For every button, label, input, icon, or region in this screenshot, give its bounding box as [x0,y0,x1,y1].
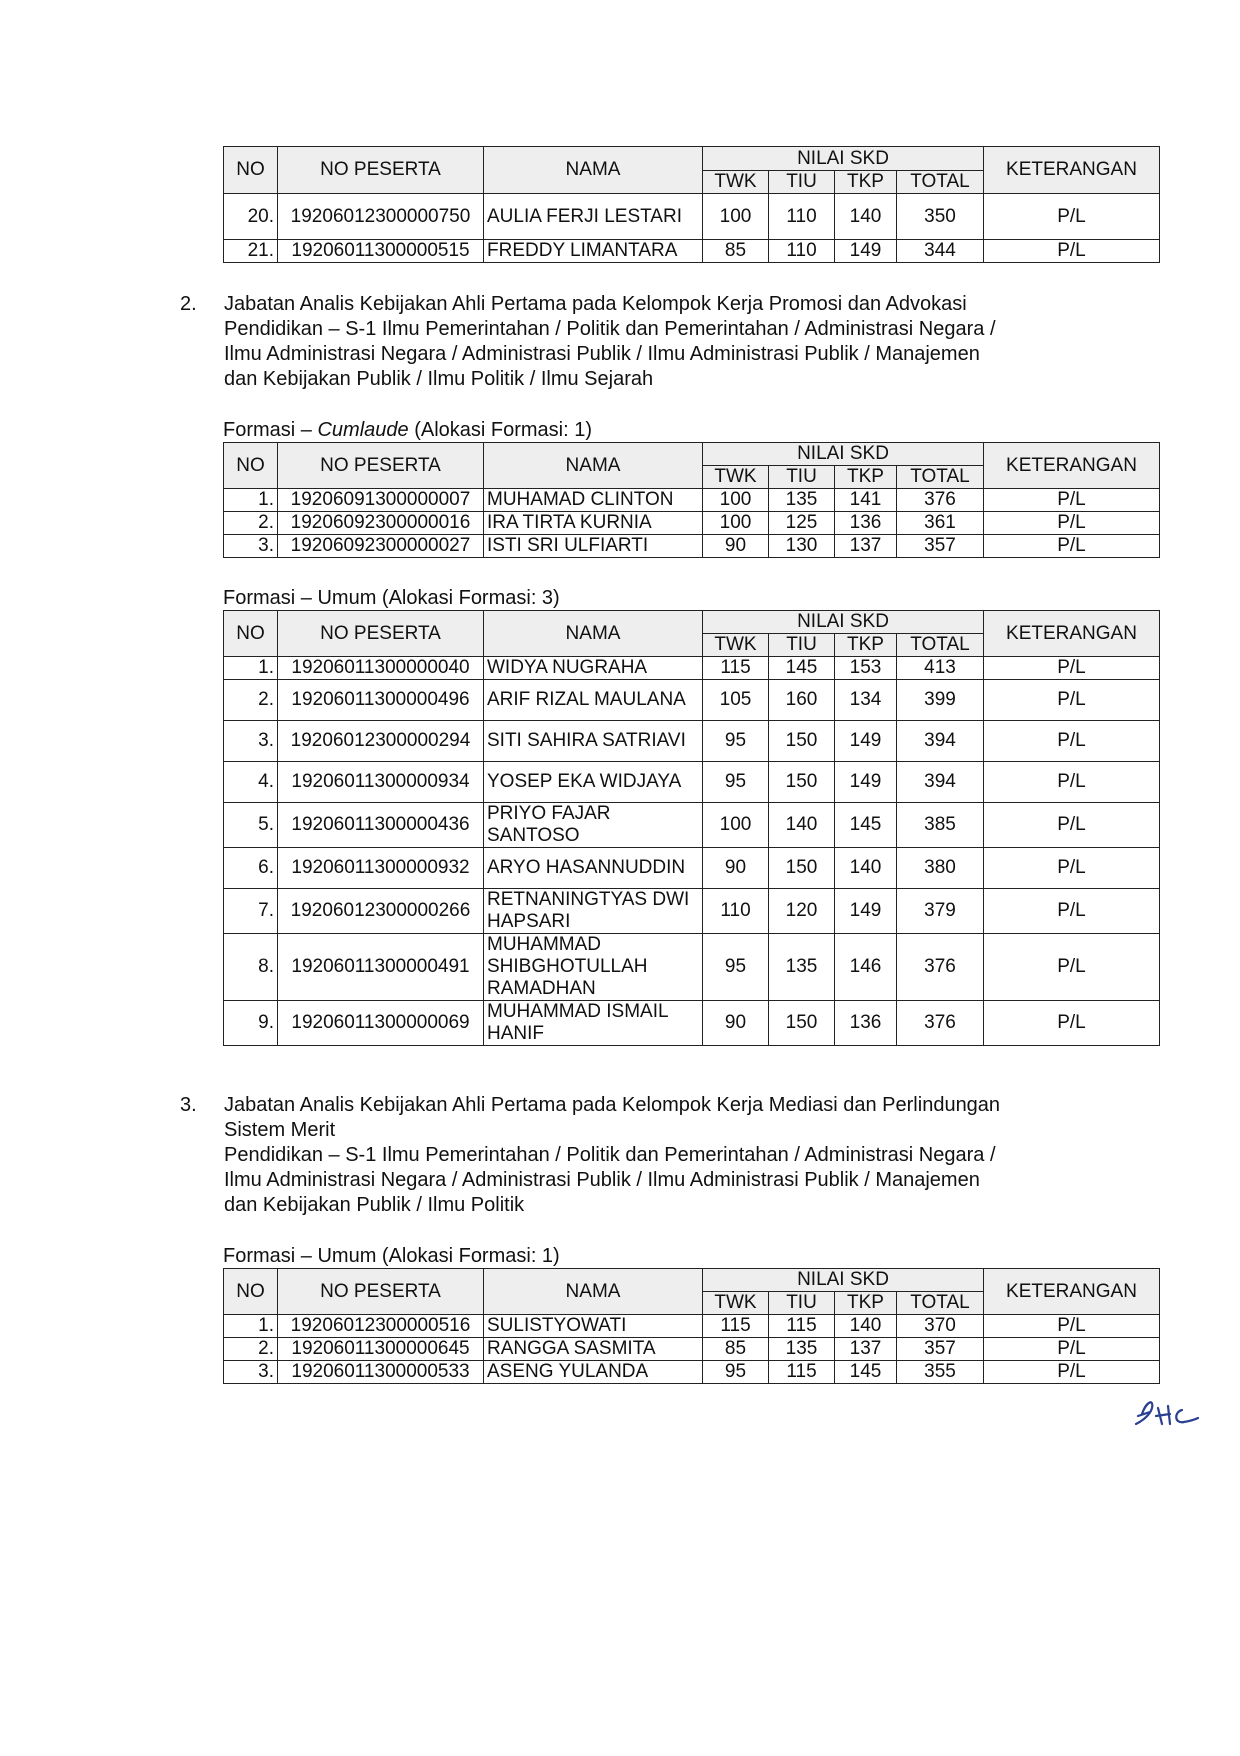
cell-peserta: 19206011300000645 [278,1338,484,1361]
cell-nama: RETNANINGTYAS DWI HAPSARI [484,889,703,934]
table-row [224,1315,1160,1338]
cell-tkp: 140 [835,1315,897,1338]
header-nama: NAMA [484,1269,703,1315]
cell-total: 394 [897,762,984,803]
cell-tkp: 140 [835,194,897,240]
cell-tiu: 150 [769,1001,835,1046]
cell-total: 376 [897,934,984,1001]
table-row [224,1001,1160,1046]
header-keterangan: KETERANGAN [984,611,1160,657]
cell-no: 20. [224,194,278,240]
cell-nama: MUHAMAD CLINTON [484,489,703,512]
description-line: dan Kebijakan Publik / Ilmu Politik [224,1194,525,1216]
cell-no: 1. [224,657,278,680]
cell-no: 6. [224,848,278,889]
cell-no: 4. [224,762,278,803]
cell-keterangan: P/L [984,512,1160,535]
cell-total: 413 [897,657,984,680]
cell-peserta: 19206011300000436 [278,803,484,848]
cell-peserta: 19206092300000016 [278,512,484,535]
cell-keterangan: P/L [984,1001,1160,1046]
cell-total: 394 [897,721,984,762]
cell-peserta: 19206012300000750 [278,194,484,240]
cell-nama: ISTI SRI ULFIARTI [484,535,703,558]
table-row [224,657,1160,680]
cell-tiu: 130 [769,535,835,558]
section-number: 2. [180,293,197,315]
table-row [224,721,1160,762]
cell-keterangan: P/L [984,535,1160,558]
cell-tiu: 140 [769,803,835,848]
header-no: NO [224,611,278,657]
header-total: TOTAL [897,466,984,489]
cell-twk: 110 [703,889,769,934]
cell-tkp: 140 [835,848,897,889]
cell-twk: 95 [703,1361,769,1384]
header-twk: TWK [703,466,769,489]
cell-keterangan: P/L [984,657,1160,680]
description-line: Ilmu Administrasi Negara / Administrasi Publik / Ilmu Administrasi Publik / Manajemen [224,343,980,365]
table-row [224,535,1160,558]
cell-tiu: 150 [769,848,835,889]
cell-tiu: 135 [769,489,835,512]
signature-initials [1128,1392,1208,1432]
cell-keterangan: P/L [984,889,1160,934]
cell-no: 2. [224,512,278,535]
cell-tkp: 149 [835,721,897,762]
section-description [224,1093,1080,1218]
cell-keterangan: P/L [984,1338,1160,1361]
cell-nama: ARYO HASANNUDDIN [484,848,703,889]
cell-tiu: 115 [769,1361,835,1384]
cell-peserta: 19206012300000516 [278,1315,484,1338]
table-header [224,147,1160,194]
table-row [224,762,1160,803]
cell-twk: 85 [703,240,769,263]
header-twk: TWK [703,171,769,194]
cell-twk: 100 [703,512,769,535]
cell-peserta: 19206011300000491 [278,934,484,1001]
cell-twk: 100 [703,489,769,512]
cell-keterangan: P/L [984,1315,1160,1338]
header-no-peserta: NO PESERTA [278,611,484,657]
header-twk: TWK [703,634,769,657]
cell-tkp: 149 [835,889,897,934]
section-number: 3. [180,1094,197,1116]
cell-keterangan: P/L [984,762,1160,803]
cell-nama: RANGGA SASMITA [484,1338,703,1361]
table-row [224,194,1160,240]
cell-total: 380 [897,848,984,889]
cell-tiu: 145 [769,657,835,680]
cell-total: 376 [897,1001,984,1046]
header-tiu: TIU [769,466,835,489]
cell-no: 2. [224,680,278,721]
cell-no: 3. [224,535,278,558]
cell-tkp: 146 [835,934,897,1001]
header-keterangan: KETERANGAN [984,147,1160,194]
cell-no: 1. [224,489,278,512]
cell-tiu: 150 [769,721,835,762]
table-row [224,240,1160,263]
table-header [224,443,1160,489]
table-row [224,848,1160,889]
cell-no: 3. [224,1361,278,1384]
header-nama: NAMA [484,611,703,657]
cell-tiu: 120 [769,889,835,934]
cell-tkp: 145 [835,803,897,848]
cell-tkp: 137 [835,535,897,558]
cell-nama: MUHAMMAD ISMAIL HANIF [484,1001,703,1046]
cell-twk: 90 [703,535,769,558]
cell-twk: 95 [703,762,769,803]
header-nilai-skd: NILAI SKD [703,611,984,634]
header-tiu: TIU [769,1292,835,1315]
table-row [224,803,1160,848]
header-tkp: TKP [835,1292,897,1315]
description-line: Ilmu Administrasi Negara / Administrasi Publik / Ilmu Administrasi Publik / Manajemen [224,1169,980,1191]
description-line: Pendidikan – S-1 Ilmu Pemerintahan / Politik dan Pemerintahan / Administrasi Negara / [224,1144,996,1166]
description-line: Jabatan Analis Kebijakan Ahli Pertama pada Kelompok Kerja Mediasi dan Perlindungan [224,1094,1001,1116]
header-total: TOTAL [897,634,984,657]
cell-total: 370 [897,1315,984,1338]
cell-tiu: 125 [769,512,835,535]
cell-peserta: 19206092300000027 [278,535,484,558]
cell-keterangan: P/L [984,194,1160,240]
cell-tiu: 115 [769,1315,835,1338]
formasi-umum-heading: Formasi – Umum (Alokasi Formasi: 3) [223,587,560,609]
description-line: dan Kebijakan Publik / Ilmu Politik / Ilmu Sejarah [224,368,654,390]
header-nilai-skd: NILAI SKD [703,443,984,466]
cell-keterangan: P/L [984,1361,1160,1384]
cell-peserta: 19206011300000932 [278,848,484,889]
cell-tiu: 135 [769,934,835,1001]
header-no: NO [224,443,278,489]
cell-tkp: 141 [835,489,897,512]
header-tkp: TKP [835,466,897,489]
table-header [224,1269,1160,1315]
results-table-section3 [223,1268,1160,1384]
cell-nama: PRIYO FAJAR SANTOSO [484,803,703,848]
cell-tiu: 160 [769,680,835,721]
header-no-peserta: NO PESERTA [278,147,484,194]
cell-total: 355 [897,1361,984,1384]
cell-peserta: 19206012300000266 [278,889,484,934]
results-table-cumlaude [223,442,1160,558]
cell-nama: IRA TIRTA KURNIA [484,512,703,535]
cell-twk: 115 [703,657,769,680]
table-row [224,489,1160,512]
header-total: TOTAL [897,1292,984,1315]
cell-twk: 90 [703,848,769,889]
cell-peserta: 19206011300000069 [278,1001,484,1046]
cell-peserta: 19206012300000294 [278,721,484,762]
cell-tiu: 110 [769,240,835,263]
cell-peserta: 19206011300000533 [278,1361,484,1384]
header-total: TOTAL [897,171,984,194]
header-tkp: TKP [835,171,897,194]
table-row [224,1361,1160,1384]
table-body [224,657,1160,1046]
cell-keterangan: P/L [984,934,1160,1001]
header-keterangan: KETERANGAN [984,443,1160,489]
header-nama: NAMA [484,443,703,489]
cell-tkp: 149 [835,762,897,803]
cell-keterangan: P/L [984,803,1160,848]
cell-total: 361 [897,512,984,535]
table-row [224,934,1160,1001]
results-table-umum [223,610,1160,1046]
header-tiu: TIU [769,171,835,194]
cell-nama: ARIF RIZAL MAULANA [484,680,703,721]
cell-twk: 115 [703,1315,769,1338]
results-table-continued [223,146,1160,263]
cell-keterangan: P/L [984,721,1160,762]
description-line: Pendidikan – S-1 Ilmu Pemerintahan / Politik dan Pemerintahan / Administrasi Negara / [224,318,996,340]
formasi-umum-heading: Formasi – Umum (Alokasi Formasi: 1) [223,1245,560,1267]
cell-nama: YOSEP EKA WIDJAYA [484,762,703,803]
cell-total: 344 [897,240,984,263]
cell-peserta: 19206011300000934 [278,762,484,803]
cell-tkp: 153 [835,657,897,680]
cell-peserta: 19206011300000496 [278,680,484,721]
cell-tkp: 134 [835,680,897,721]
cell-nama: AULIA FERJI LESTARI [484,194,703,240]
cell-no: 9. [224,1001,278,1046]
table-body [224,489,1160,558]
cell-total: 357 [897,535,984,558]
table-row [224,512,1160,535]
cell-tkp: 145 [835,1361,897,1384]
cell-no: 3. [224,721,278,762]
header-nilai-skd: NILAI SKD [703,147,984,171]
header-twk: TWK [703,1292,769,1315]
header-nama: NAMA [484,147,703,194]
cell-no: 8. [224,934,278,1001]
table-header [224,611,1160,657]
cell-total: 379 [897,889,984,934]
cell-twk: 85 [703,1338,769,1361]
cell-peserta: 19206011300000040 [278,657,484,680]
cell-tkp: 149 [835,240,897,263]
cell-twk: 100 [703,194,769,240]
cell-nama: MUHAMMAD SHIBGHOTULLAH RAMADHAN [484,934,703,1001]
cell-nama: FREDDY LIMANTARA [484,240,703,263]
cell-peserta: 19206091300000007 [278,489,484,512]
cell-twk: 95 [703,721,769,762]
cell-nama: ASENG YULANDA [484,1361,703,1384]
description-line: Sistem Merit [224,1119,336,1141]
formasi-cumlaude-heading: Formasi – Cumlaude (Alokasi Formasi: 1) [223,419,593,441]
header-tiu: TIU [769,634,835,657]
cell-total: 357 [897,1338,984,1361]
cell-tiu: 150 [769,762,835,803]
cell-twk: 100 [703,803,769,848]
cell-tkp: 137 [835,1338,897,1361]
header-no-peserta: NO PESERTA [278,443,484,489]
cell-tkp: 136 [835,512,897,535]
header-no-peserta: NO PESERTA [278,1269,484,1315]
header-tkp: TKP [835,634,897,657]
cell-tiu: 135 [769,1338,835,1361]
cell-no: 1. [224,1315,278,1338]
header-keterangan: KETERANGAN [984,1269,1160,1315]
cell-keterangan: P/L [984,848,1160,889]
cell-no: 21. [224,240,278,263]
cell-twk: 95 [703,934,769,1001]
cell-no: 2. [224,1338,278,1361]
cell-total: 376 [897,489,984,512]
cell-tkp: 136 [835,1001,897,1046]
cell-total: 385 [897,803,984,848]
cell-no: 7. [224,889,278,934]
section-description [224,292,1080,392]
header-no: NO [224,1269,278,1315]
header-nilai-skd: NILAI SKD [703,1269,984,1292]
cell-twk: 105 [703,680,769,721]
cell-tiu: 110 [769,194,835,240]
cell-total: 350 [897,194,984,240]
cell-nama: SULISTYOWATI [484,1315,703,1338]
cell-no: 5. [224,803,278,848]
table-body [224,1315,1160,1384]
table-row [224,1338,1160,1361]
cell-total: 399 [897,680,984,721]
table-row [224,889,1160,934]
cell-nama: WIDYA NUGRAHA [484,657,703,680]
header-no: NO [224,147,278,194]
table-row [224,680,1160,721]
cell-twk: 90 [703,1001,769,1046]
description-line: Jabatan Analis Kebijakan Ahli Pertama pada Kelompok Kerja Promosi dan Advokasi [224,293,967,315]
cell-keterangan: P/L [984,680,1160,721]
cell-nama: SITI SAHIRA SATRIAVI [484,721,703,762]
cell-keterangan: P/L [984,489,1160,512]
cell-peserta: 19206011300000515 [278,240,484,263]
cell-keterangan: P/L [984,240,1160,263]
